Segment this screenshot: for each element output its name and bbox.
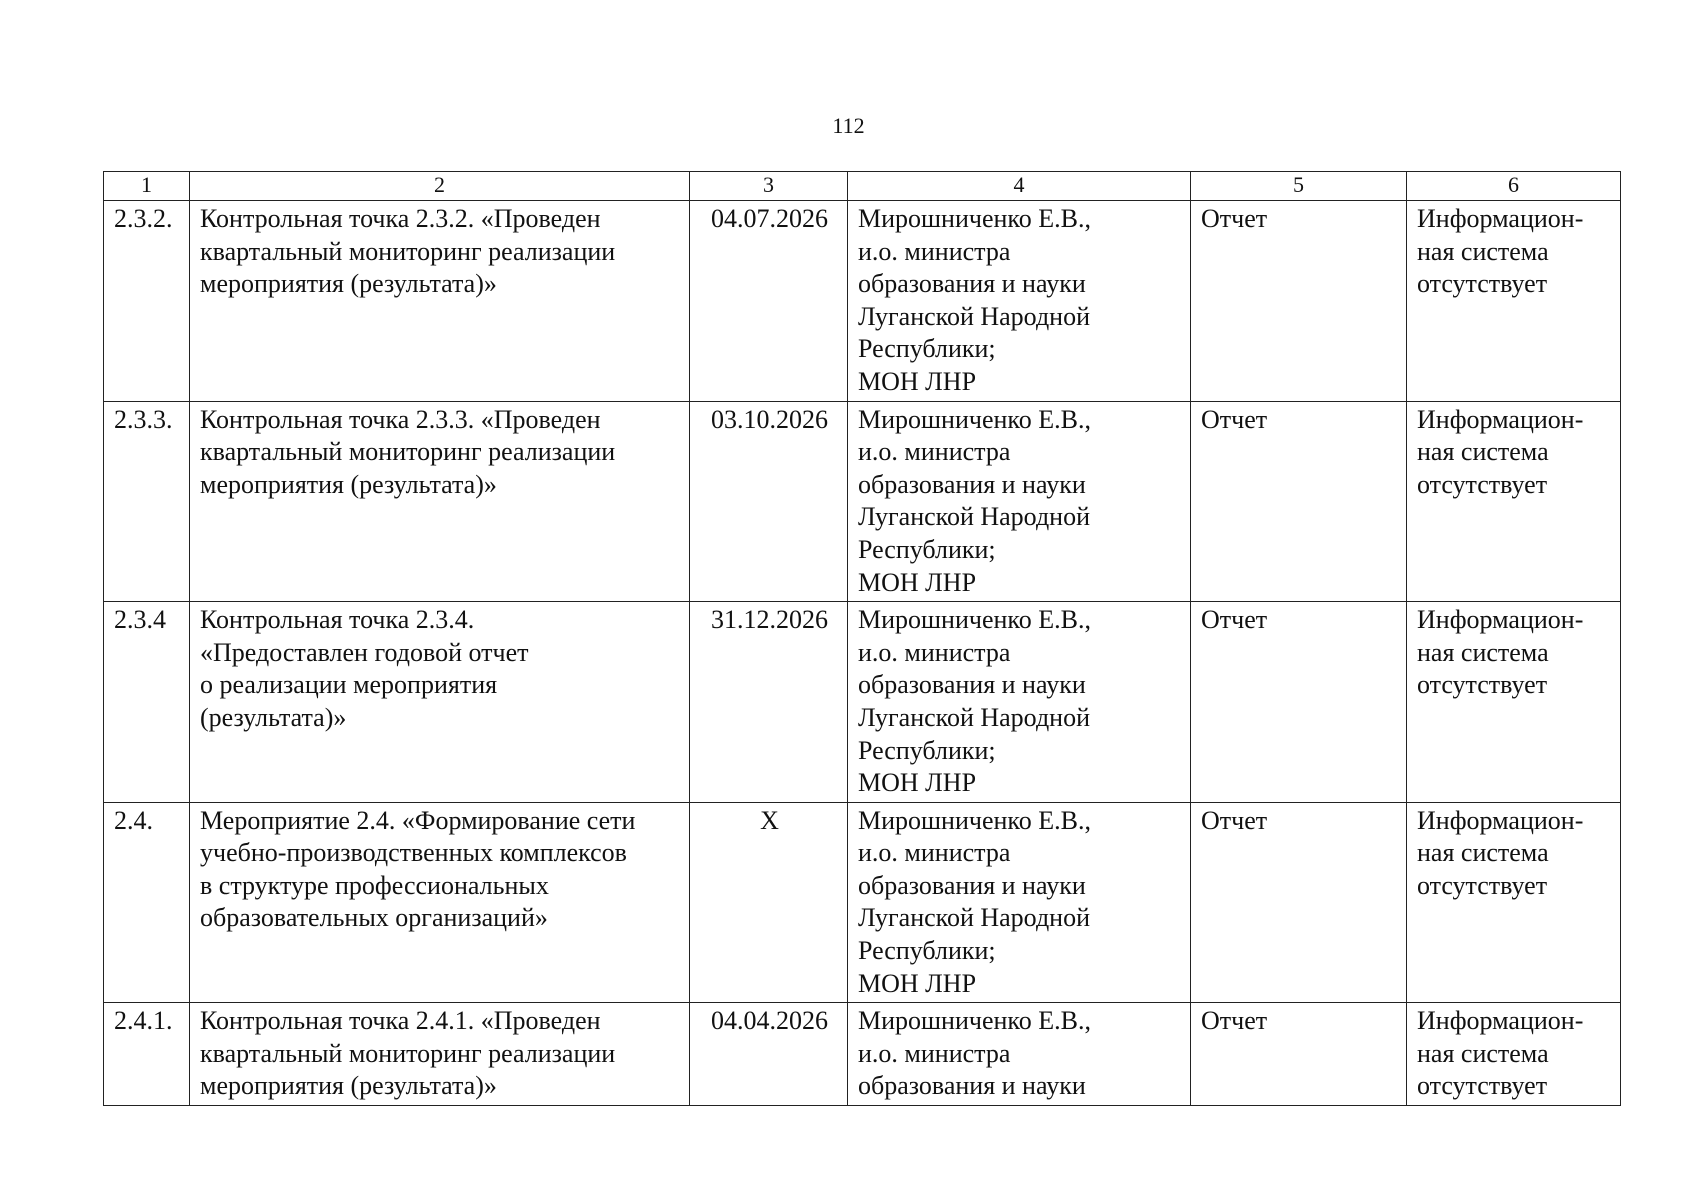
responsible-cell-line: образования и науки <box>858 870 1086 900</box>
item-number-cell: 2.4. <box>104 802 190 1003</box>
document-type-cell: Отчет <box>1191 602 1407 803</box>
responsible-cell-line: Луганской Народной <box>858 502 1090 532</box>
responsible-cell-line: образования и науки <box>858 469 1086 499</box>
table-row <box>104 401 1621 602</box>
info-system-cell <box>1407 201 1621 402</box>
responsible-cell-line: МОН ЛНР <box>858 366 977 396</box>
item-name-cell-line: Контрольная точка 2.4.1. «Проведен <box>200 1006 601 1036</box>
responsible-cell-line: МОН ЛНР <box>858 567 977 597</box>
info-system-cell-line: отсутствует <box>1417 269 1548 299</box>
item-name-cell <box>190 802 690 1003</box>
responsible-cell <box>848 602 1191 803</box>
document-type-cell: Отчет <box>1191 401 1407 602</box>
table-row <box>104 201 1621 402</box>
item-name-cell-line: образовательных организаций» <box>200 903 548 933</box>
info-system-cell-line: ная система <box>1417 236 1549 266</box>
table-row <box>104 602 1621 803</box>
responsible-cell-line: Республики; <box>858 936 996 966</box>
info-system-cell-line: отсутствует <box>1417 870 1548 900</box>
info-system-cell-line: отсутствует <box>1417 670 1548 700</box>
document-type-cell: Отчет <box>1191 802 1407 1003</box>
document-type-cell: Отчет <box>1191 201 1407 402</box>
info-system-cell-line: ная система <box>1417 1038 1549 1068</box>
info-system-cell-line: Информацион- <box>1417 1006 1584 1036</box>
info-system-cell-line: ная система <box>1417 637 1549 667</box>
deadline-cell: 04.07.2026 <box>690 201 848 402</box>
item-name-cell <box>190 401 690 602</box>
responsible-cell-line: и.о. министра <box>858 637 1011 667</box>
responsible-cell <box>848 802 1191 1003</box>
responsible-cell-line: образования и науки <box>858 1071 1086 1101</box>
responsible-cell <box>848 401 1191 602</box>
column-number-row <box>104 172 1621 201</box>
responsible-cell-line: МОН ЛНР <box>858 768 977 798</box>
responsible-cell-line: и.о. министра <box>858 236 1011 266</box>
info-system-cell <box>1407 802 1621 1003</box>
item-name-cell-line: Контрольная точка 2.3.2. «Проведен <box>200 204 601 233</box>
table-row <box>104 1003 1621 1106</box>
item-name-cell-line: мероприятия (результата)» <box>200 269 497 299</box>
column-number-header: 4 <box>848 172 1191 201</box>
responsible-cell-line: Республики; <box>858 735 996 765</box>
info-system-cell-line: ная система <box>1417 437 1549 467</box>
column-number-header: 1 <box>104 172 190 201</box>
deadline-cell: 03.10.2026 <box>690 401 848 602</box>
responsible-cell-line: Республики; <box>858 534 996 564</box>
info-system-cell-line: Информацион- <box>1417 605 1584 635</box>
responsible-cell-line: Луганской Народной <box>858 301 1090 331</box>
responsible-cell-line: Мирошниченко Е.В., <box>858 404 1091 434</box>
responsible-cell-line: Мирошниченко Е.В., <box>858 204 1091 233</box>
responsible-cell-line: Луганской Народной <box>858 903 1090 933</box>
item-number-cell: 2.3.2. <box>104 201 190 402</box>
responsible-cell-line: и.о. министра <box>858 838 1011 868</box>
responsible-cell <box>848 201 1191 402</box>
item-name-cell-line: «Предоставлен годовой отчет <box>200 637 529 667</box>
responsible-cell-line: МОН ЛНР <box>858 968 977 998</box>
item-name-cell-line: мероприятия (результата)» <box>200 469 497 499</box>
info-system-cell-line: Информацион- <box>1417 805 1584 835</box>
item-number-cell: 2.3.4 <box>104 602 190 803</box>
responsible-cell-line: Луганской Народной <box>858 702 1090 732</box>
item-name-cell-line: Контрольная точка 2.3.3. «Проведен <box>200 404 601 434</box>
deadline-cell: 04.04.2026 <box>690 1003 848 1106</box>
column-number-header: 3 <box>690 172 848 201</box>
responsible-cell-line: образования и науки <box>858 269 1086 299</box>
item-name-cell-line: учебно-производственных комплексов <box>200 838 627 868</box>
responsible-cell-line: и.о. министра <box>858 1038 1011 1068</box>
info-system-cell <box>1407 1003 1621 1106</box>
item-name-cell-line: Контрольная точка 2.3.4. <box>200 605 475 635</box>
info-system-cell <box>1407 401 1621 602</box>
info-system-cell-line: отсутствует <box>1417 469 1548 499</box>
item-name-cell-line: мероприятия (результата)» <box>200 1071 497 1101</box>
item-name-cell-line: квартальный мониторинг реализации <box>200 236 616 266</box>
item-name-cell-line: квартальный мониторинг реализации <box>200 437 616 467</box>
info-system-cell-line: Информацион- <box>1417 204 1584 233</box>
item-name-cell <box>190 1003 690 1106</box>
item-name-cell-line: квартальный мониторинг реализации <box>200 1038 616 1068</box>
item-name-cell <box>190 602 690 803</box>
responsible-cell-line: Мирошниченко Е.В., <box>858 805 1091 835</box>
responsible-cell <box>848 1003 1191 1106</box>
item-number-cell: 2.4.1. <box>104 1003 190 1106</box>
item-number-cell: 2.3.3. <box>104 401 190 602</box>
table-row <box>104 802 1621 1003</box>
info-system-cell-line: ная система <box>1417 838 1549 868</box>
info-system-cell-line: Информацион- <box>1417 404 1584 434</box>
responsible-cell-line: Республики; <box>858 334 996 364</box>
table-body <box>104 201 1621 1106</box>
plan-table <box>103 171 1621 1106</box>
item-name-cell-line: (результата)» <box>200 702 347 732</box>
page-number: 112 <box>832 113 865 138</box>
column-number-header: 2 <box>190 172 690 201</box>
document-type-cell: Отчет <box>1191 1003 1407 1106</box>
column-number-header: 6 <box>1407 172 1621 201</box>
responsible-cell-line: и.о. министра <box>858 437 1011 467</box>
responsible-cell-line: Мирошниченко Е.В., <box>858 1006 1091 1036</box>
deadline-cell: Х <box>690 802 848 1003</box>
deadline-cell: 31.12.2026 <box>690 602 848 803</box>
responsible-cell-line: Мирошниченко Е.В., <box>858 605 1091 635</box>
responsible-cell-line: образования и науки <box>858 670 1086 700</box>
item-name-cell-line: Мероприятие 2.4. «Формирование сети <box>200 805 636 835</box>
item-name-cell-line: в структуре профессиональных <box>200 870 549 900</box>
info-system-cell <box>1407 602 1621 803</box>
item-name-cell-line: о реализации мероприятия <box>200 670 498 700</box>
column-number-header: 5 <box>1191 172 1407 201</box>
info-system-cell-line: отсутствует <box>1417 1071 1548 1101</box>
item-name-cell <box>190 201 690 402</box>
